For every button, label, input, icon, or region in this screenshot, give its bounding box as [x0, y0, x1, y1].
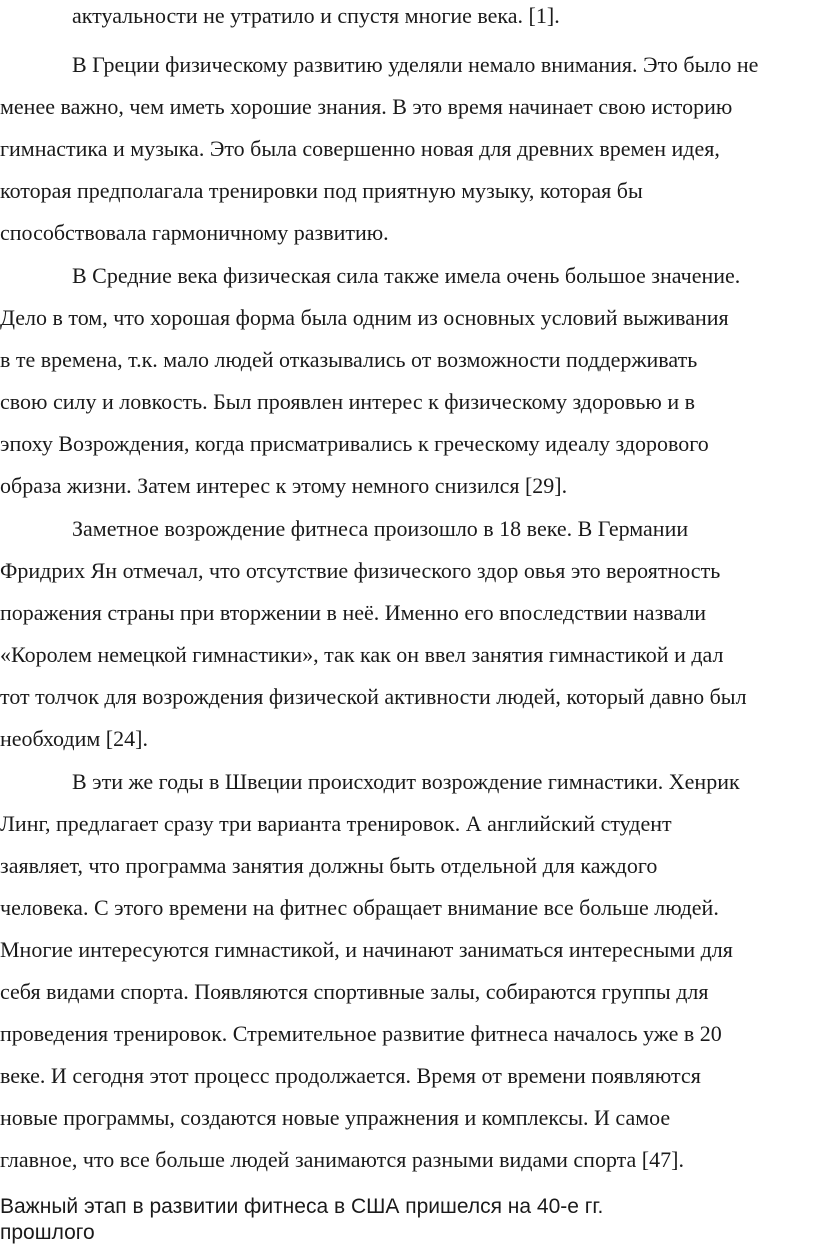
text-line-14: Фридрих Ян отмечал, что отсутствие физического здор овья это вероятность [0, 558, 721, 583]
text-line-17: тот толчок для возрождения физической активности людей, который давно был [0, 684, 747, 709]
text-line-27: новые программы, создаются новые упражнения и комплексы. И самое [0, 1105, 671, 1130]
text-line-26: веке. И сегодня этот процесс продолжается. Время от времени появляются [0, 1063, 701, 1088]
text-line-15: поражения страны при вторжении в неё. Именно его впоследствии назвали [0, 600, 707, 625]
text-line-24: себя видами спорта. Появляются спортивные залы, собираются группы для [0, 979, 709, 1004]
footer-line-1: Важный этап в развитии фитнеса в США пришелся на 40-е гг. [0, 1195, 604, 1218]
text-line-4: гимнастика и музыка. Это была совершенно новая для древних времен идея, [0, 136, 720, 161]
text-line-18: необходим [24]. [0, 726, 148, 751]
text-line-7: В Средние века физическая сила также имела очень большое значение. [72, 263, 741, 288]
text-line-13: Заметное возрождение фитнеса произошло в 18 веке. В Германии [72, 516, 689, 541]
text-line-5: которая предполагала тренировки под приятную музыку, которая бы [0, 178, 643, 203]
text-line-9: в те времена, т.к. мало людей отказывались от возможности поддерживать [0, 347, 698, 372]
text-line-28: главное, что все больше людей занимаются разными видами спорта [47]. [0, 1147, 684, 1172]
text-line-22: человека. С этого времени на фитнес обращает внимание все больше людей. [0, 895, 719, 920]
text-line-2: В Греции физическому развитию уделяли немало внимания. Это было не [72, 52, 759, 77]
text-line-10: свою силу и ловкость. Был проявлен интерес к физическому здоровью и в [0, 389, 696, 414]
text-line-20: Линг, предлагает сразу три варианта тренировок. А английский студент [0, 811, 672, 836]
text-line-23: Многие интересуются гимнастикой, и начинают заниматься интересными для [0, 937, 733, 962]
footer-line-2: прошлого [0, 1221, 95, 1244]
text-line-1: актуальности не утратило и спустя многие века. [1]. [72, 3, 560, 28]
text-line-12: образа жизни. Затем интерес к этому немного снизился [29]. [0, 473, 568, 498]
text-line-16: «Королем немецкой гимнастики», так как он ввел занятия гимнастикой и дал [0, 642, 724, 667]
text-line-21: заявляет, что программа занятия должны быть отдельной для каждого [0, 853, 658, 878]
text-line-3: менее важно, чем иметь хорошие знания. В это время начинает свою историю [0, 94, 733, 119]
text-line-6: способствовала гармоничному развитию. [0, 220, 389, 245]
text-line-19: В эти же годы в Швеции происходит возрождение гимнастики. Хенрик [72, 769, 740, 794]
text-line-11: эпоху Возрождения, когда присматривались к греческому идеалу здорового [0, 431, 709, 456]
text-line-25: проведения тренировок. Стремительное развитие фитнеса началось уже в 20 [0, 1021, 722, 1046]
text-line-8: Дело в том, что хорошая форма была одним из основных условий выживания [0, 305, 729, 330]
